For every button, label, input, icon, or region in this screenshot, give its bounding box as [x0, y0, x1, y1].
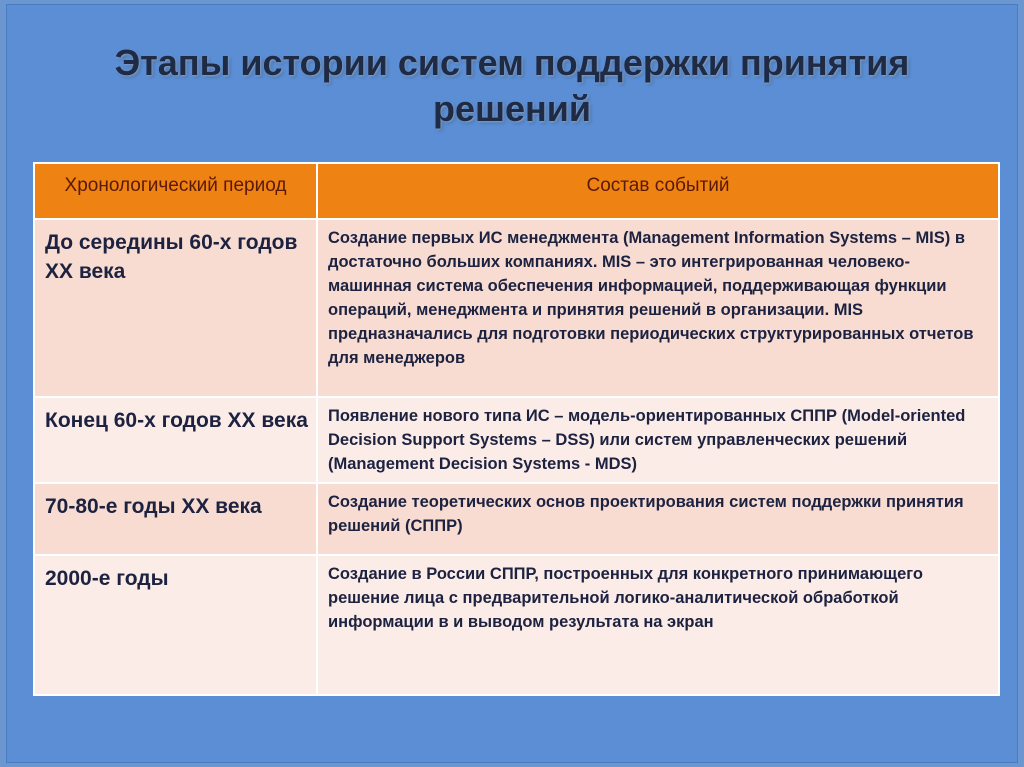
- header-events: Состав событий: [317, 163, 999, 219]
- row-period: Конец 60-х годов XX века: [34, 397, 317, 483]
- table-row: [34, 483, 999, 555]
- row-period: 2000-е годы: [34, 555, 317, 695]
- row-events: Создание теоретических основ проектирования систем поддержки принятия решений (СППР): [317, 483, 999, 555]
- row-events: Создание первых ИС менеджмента (Management Information Systems – MIS) в достаточно больших компаниях. MIS – это интегрированная человеко-машинная система обеспечения информацией, поддерживающая функции операций, менеджмента и принятия решений в организации. MIS предназначались для подготовки периодических структурированных отчетов для менеджеров: [317, 219, 999, 397]
- table-row: [34, 397, 999, 483]
- row-period: 70-80-е годы XX века: [34, 483, 317, 555]
- table-header-row: [34, 163, 999, 219]
- history-table: [33, 162, 1000, 696]
- row-period: До середины 60-х годов XX века: [34, 219, 317, 397]
- slide-title: Этапы истории систем поддержки принятия решений: [114, 42, 910, 129]
- row-events: Появление нового типа ИС – модель-ориентированных СППР (Model-oriented Decision Support Systems – DSS) или систем управленческих решений (Management Decision Systems - MDS): [317, 397, 999, 483]
- row-events: Создание в России СППР, построенных для конкретного принимающего решение лица с предварительной логико-аналитической обработкой информации в и выводом результата на экран: [317, 555, 999, 695]
- table-row: [34, 555, 999, 695]
- header-period: Хронологический период: [34, 163, 317, 219]
- table-row: [34, 219, 999, 397]
